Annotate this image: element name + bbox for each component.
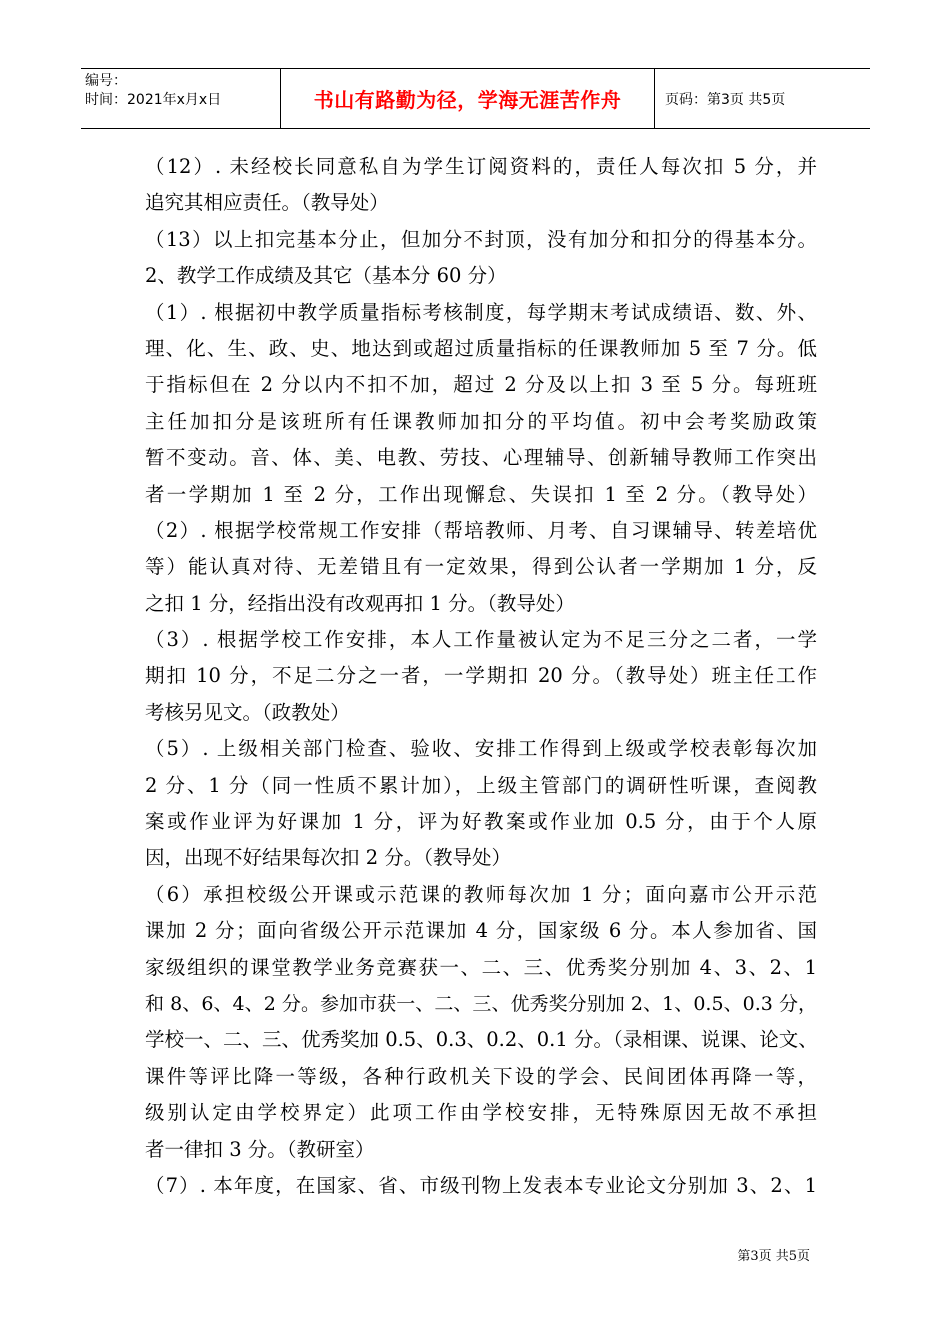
text-line: （3）. 根据学校工作安排，本人工作量被认定为不足三分之二者，一学: [145, 628, 817, 652]
text-line: 课件等评比降一等级，各种行政机关下设的学会、民间团体再降一等，: [145, 1064, 817, 1088]
header-meta: [81, 69, 281, 128]
text-line: 2 分、1 分（同一性质不累计加），上级主管部门的调研性听课，查阅教: [145, 773, 817, 797]
document-body: [145, 149, 817, 1204]
text-line: 理、化、生、政、史、地达到或超过质量指标的任课教师加 5 至 7 分。低: [145, 336, 817, 360]
text-line: 者一律扣 3 分。（教研室）: [145, 1137, 375, 1161]
text-line: 暂不变动。音、体、美、电教、劳技、心理辅导、创新辅导教师工作突出: [145, 446, 817, 470]
text-line: 课加 2 分；面向省级公开示范课加 4 分，国家级 6 分。本人参加省、国: [145, 919, 817, 943]
text-line: 追究其相应责任。（教导处）: [145, 191, 389, 215]
text-line: 学校一、二、三、优秀奖加 0.5、0.3、0.2、0.1 分。（录相课、说课、论文、: [145, 1028, 818, 1052]
text-line: 主任加扣分是该班所有任课教师加扣分的平均值。初中会考奖励政策: [145, 409, 817, 433]
text-line: 级别认定由学校界定）此项工作由学校安排，无特殊原因无故不承担: [145, 1101, 817, 1125]
text-line: 者一学期加 1 至 2 分，工作出现懈怠、失误扣 1 至 2 分。（教导处）: [145, 482, 817, 506]
text-line: （13）以上扣完基本分止，但加分不封顶，没有加分和扣分的得基本分。: [145, 227, 817, 251]
text-line: 期扣 10 分，不足二分之一者，一学期扣 20 分。（教导处）班主任工作: [145, 664, 817, 688]
text-line: （5）. 上级相关部门检查、验收、安排工作得到上级或学校表彰每次加: [145, 737, 817, 761]
text-line: 于指标但在 2 分以内不扣不加，超过 2 分及以上扣 3 至 5 分。每班班: [145, 373, 817, 397]
header-page-info: 页码：第3页 共5页: [665, 91, 786, 108]
text-line: （1）. 根据初中教学质量指标考核制度，每学期末考试成绩语、数、外、: [145, 300, 817, 324]
text-line: （12）. 未经校长同意私自为学生订阅资料的，责任人每次扣 5 分，并: [145, 155, 817, 178]
text-line: 案或作业评为好课加 1 分，评为好教案或作业加 0.5 分，由于个人原: [145, 810, 817, 834]
text-line: 考核另见文。（政教处）: [145, 700, 350, 724]
page-header: [81, 68, 870, 129]
section-heading: 2、教学工作成绩及其它（基本分 60 分）: [145, 264, 507, 288]
text-line: 因，出现不好结果每次扣 2 分。（教导处）: [145, 846, 512, 870]
text-line: 等）能认真对待、无差错且有一定效果，得到公认者一学期加 1 分，反: [145, 555, 817, 579]
number-label: 编号：: [85, 73, 127, 89]
page-footer: 第3页 共5页: [737, 1249, 810, 1264]
text-line: （7）. 本年度，在国家、省、市级刊物上发表本专业论文分别加 3、2、1: [145, 1173, 817, 1197]
text-line: （2）. 根据学校常规工作安排（帮培教师、月考、自习课辅导、转差培优: [145, 518, 817, 542]
time-label: 时间：2021年x月x日: [85, 92, 222, 108]
text-line: 之扣 1 分，经指出没有改观再扣 1 分。（教导处）: [145, 591, 575, 615]
text-line: 家级组织的课堂教学业务竞赛获一、二、三、优秀奖分别加 4、3、2、1: [145, 955, 817, 979]
text-line: 和 8、6、4、2 分。参加市获一、二、三、优秀奖分别加 2、1、0.5、0.3 分，: [145, 992, 817, 1015]
header-motto: 书山有路勤为径，学海无涯苦作舟: [281, 69, 655, 128]
text-line: （6）承担校级公开课或示范课的教师每次加 1 分；面向嘉市公开示范: [145, 882, 817, 906]
